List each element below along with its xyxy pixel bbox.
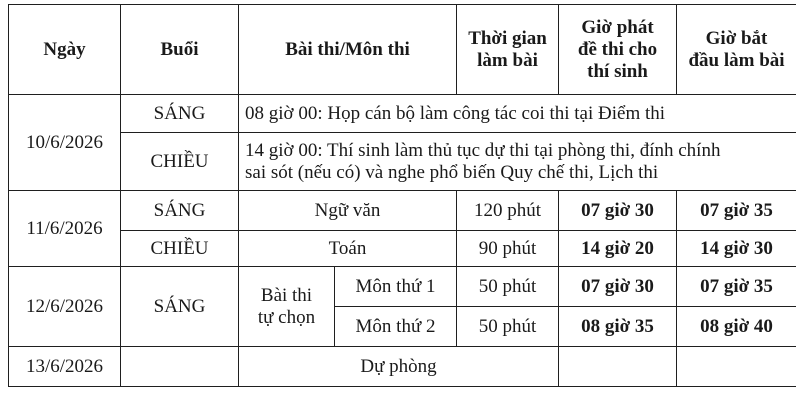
table-row [9,347,796,387]
session-cell: CHIỀU [121,231,239,267]
elective-group-line2: tự chọn [257,306,316,328]
note-line1: 14 giờ 00: Thí sinh làm thủ tục dự thi tại phòng thi, đính chính [245,139,721,161]
hand-out-time-cell: 14 giờ 20 [559,231,677,267]
header-duration-line2: làm bài [477,49,538,71]
duration-cell: 50 phút [457,307,559,347]
hand-out-time-cell: 07 giờ 30 [559,191,677,231]
start-time-cell: 07 giờ 35 [677,191,796,231]
header-session: Buổi [121,5,239,95]
subject-cell: Ngữ văn [239,191,457,231]
note-line2: sai sót (nếu có) và nghe phổ biến Quy chế thi, Lịch thi [245,161,659,183]
header-row [9,5,796,95]
subject-cell: Môn thứ 2 [335,307,457,347]
hand-out-time-cell: 08 giờ 35 [559,307,677,347]
session-cell: CHIỀU [121,133,239,191]
header-hand-out-line1: Giờ phát [581,16,654,38]
note-cell: Dự phòng [239,347,559,387]
header-start-line2: đầu làm bài [688,49,785,71]
table-row [9,95,796,133]
hand-out-time-cell: 07 giờ 30 [559,267,677,307]
header-date: Ngày [9,5,121,95]
date-cell: 11/6/2026 [9,191,121,267]
duration-cell: 90 phút [457,231,559,267]
header-hand-out-time [559,5,677,95]
date-cell: 13/6/2026 [9,347,121,387]
subject-cell: Toán [239,231,457,267]
session-cell: SÁNG [121,95,239,133]
table-row [9,191,796,231]
duration-cell: 50 phút [457,267,559,307]
header-start-time [677,5,796,95]
subject-cell: Môn thứ 1 [335,267,457,307]
note-cell: 08 giờ 00: Họp cán bộ làm công tác coi thi tại Điểm thi [239,95,796,133]
start-time-cell: 08 giờ 40 [677,307,796,347]
table-row [9,231,796,267]
header-start-line1: Giờ bắt [705,27,768,49]
header-duration [457,5,559,95]
table-row [9,267,796,307]
start-time-cell: 07 giờ 35 [677,267,796,307]
elective-group-line1: Bài thi [260,284,313,306]
exam-schedule-table [8,4,796,387]
header-subject: Bài thi/Môn thi [239,5,457,95]
session-cell [121,347,239,387]
date-cell: 10/6/2026 [9,95,121,191]
start-time-cell [677,347,796,387]
header-duration-line1: Thời gian [468,27,547,49]
elective-group-cell [239,267,335,347]
session-cell: SÁNG [121,191,239,231]
start-time-cell: 14 giờ 30 [677,231,796,267]
date-cell: 12/6/2026 [9,267,121,347]
session-cell: SÁNG [121,267,239,347]
note-cell [239,133,796,191]
hand-out-time-cell [559,347,677,387]
header-hand-out-line3: thí sinh [587,60,648,82]
header-hand-out-line2: đề thi cho [577,38,658,60]
table-row [9,133,796,191]
duration-cell: 120 phút [457,191,559,231]
